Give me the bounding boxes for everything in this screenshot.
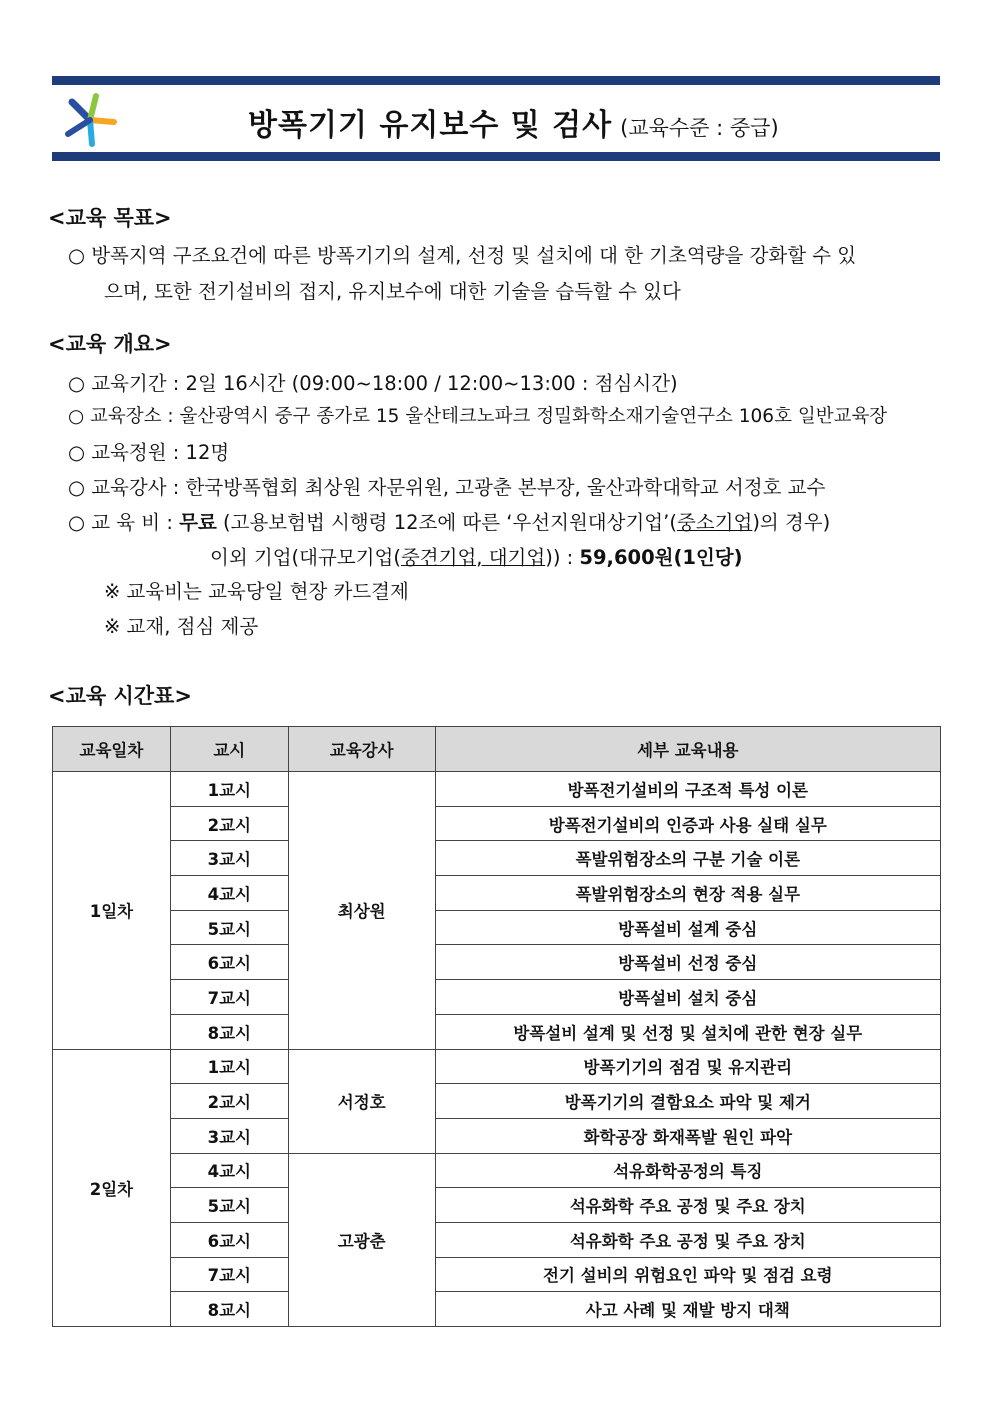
table-row <box>53 1292 941 1327</box>
table-row <box>53 806 941 841</box>
overview-label: 교육기간 : <box>91 372 180 395</box>
overview-item-period <box>68 368 678 396</box>
day-cell: 1일차 <box>53 772 171 1050</box>
goal-text-1: 방폭지역 구조요건에 따른 방폭기기의 설계, 선정 및 설치에 대 한 기초역량을 강화할 수 있 <box>91 244 857 267</box>
content-cell: 방폭전기설비의 인증과 사용 실태 실무 <box>435 806 940 841</box>
table-row <box>53 1118 941 1153</box>
title-area <box>248 100 779 144</box>
overview-item-instructors <box>68 472 825 500</box>
period-cell: 2교시 <box>170 1084 288 1119</box>
period-cell: 2교시 <box>170 806 288 841</box>
content-cell: 방폭설비 설계 중심 <box>435 910 940 945</box>
fee-free: 무료 <box>179 511 217 534</box>
period-cell: 5교시 <box>170 1188 288 1223</box>
bullet-circle: ○ <box>68 406 85 427</box>
document-title: 방폭기기 유지보수 및 검사 <box>248 108 613 143</box>
table-row <box>53 945 941 980</box>
fee-price: 59,600원(1인당) <box>579 546 743 569</box>
overview-label: 교육정원 : <box>91 441 180 464</box>
bullet-circle: ○ <box>68 511 86 534</box>
content-cell: 석유화학 주요 공정 및 주요 장치 <box>435 1188 940 1223</box>
day-cell: 2일차 <box>53 1049 171 1327</box>
goal-text-2: 으며, 또한 전기설비의 접지, 유지보수에 대한 기술을 습득할 수 있다 <box>104 280 681 303</box>
column-header-content: 세부 교육내용 <box>435 727 940 772</box>
overview-value: 2일 16시간 (09:00~18:00 / 12:00~13:00 : 점심시간) <box>185 372 678 395</box>
content-cell: 석유화학공정의 특징 <box>435 1153 940 1188</box>
content-cell: 방폭기기의 결함요소 파악 및 제거 <box>435 1084 940 1119</box>
bullet-circle: ○ <box>68 372 86 395</box>
instructor-cell: 최상원 <box>288 772 435 1050</box>
overview-value: 12명 <box>185 441 230 464</box>
bullet-circle: ○ <box>68 476 86 499</box>
fee-sme: 중소기업 <box>676 511 753 534</box>
overview-value: 한국방폭협회 최상원 자문위원, 고광춘 본부장, 울산과학대학교 서정호 교수 <box>185 476 826 499</box>
overview-label: 교 육 비 : <box>91 511 173 534</box>
period-cell: 7교시 <box>170 1257 288 1292</box>
overview-label: 교육장소 : <box>90 406 174 427</box>
period-cell: 8교시 <box>170 1292 288 1327</box>
column-header-day: 교육일차 <box>53 727 171 772</box>
content-cell: 방폭설비 설치 중심 <box>435 980 940 1015</box>
goal-heading: <교육 목표> <box>48 206 172 230</box>
document-subtitle: (교육수준 : 중급) <box>620 116 779 140</box>
note-text: 교육비는 교육당일 현장 카드결제 <box>126 580 409 603</box>
note-mark: ※ <box>104 580 121 603</box>
period-cell: 3교시 <box>170 841 288 876</box>
period-cell: 5교시 <box>170 910 288 945</box>
schedule-table <box>52 726 941 1327</box>
note-text: 교재, 점심 제공 <box>126 615 259 638</box>
overview-value: 울산광역시 중구 종가로 15 울산테크노파크 정밀화학소재기술연구소 106호 일반교육장 <box>179 406 888 427</box>
period-cell: 6교시 <box>170 1222 288 1257</box>
table-row <box>53 1257 941 1292</box>
note-payment <box>104 576 409 604</box>
table-row <box>53 1188 941 1223</box>
document-header <box>52 76 940 162</box>
note-mark: ※ <box>104 615 121 638</box>
period-cell: 8교시 <box>170 1014 288 1049</box>
period-cell: 1교시 <box>170 772 288 807</box>
period-cell: 3교시 <box>170 1118 288 1153</box>
fee-other-a: 이외 기업(대규모기업( <box>210 546 401 569</box>
content-cell: 폭발위험장소의 구분 기술 이론 <box>435 841 940 876</box>
note-materials <box>104 611 258 639</box>
header-bottom-bar <box>52 152 940 161</box>
overview-heading: <교육 개요> <box>48 332 172 356</box>
content-cell: 방폭전기설비의 구조적 특성 이론 <box>435 772 940 807</box>
content-cell: 방폭설비 설계 및 선정 및 설치에 관한 현장 실무 <box>435 1014 940 1049</box>
table-row <box>53 1153 941 1188</box>
overview-item-fee-other <box>210 542 743 570</box>
fee-free-condition-a: (고용보험법 시행령 12조에 따른 ‘우선지원대상기업’( <box>216 511 677 534</box>
content-cell: 화학공장 화재폭발 원인 파악 <box>435 1118 940 1153</box>
table-row <box>53 1222 941 1257</box>
table-row <box>53 1014 941 1049</box>
overview-item-fee <box>68 507 830 535</box>
period-cell: 4교시 <box>170 1153 288 1188</box>
content-cell: 방폭설비 선정 중심 <box>435 945 940 980</box>
instructor-cell: 고광춘 <box>288 1153 435 1326</box>
bullet-circle: ○ <box>68 441 86 464</box>
bullet-circle: ○ <box>68 244 86 267</box>
fee-other-b: )) : <box>545 546 580 569</box>
table-row <box>53 910 941 945</box>
table-row <box>53 772 941 807</box>
fee-other-underlined: 중견기업, 대기업 <box>400 546 546 569</box>
period-cell: 7교시 <box>170 980 288 1015</box>
period-cell: 4교시 <box>170 876 288 911</box>
table-row <box>53 876 941 911</box>
content-cell: 사고 사례 및 재발 방지 대책 <box>435 1292 940 1327</box>
period-cell: 6교시 <box>170 945 288 980</box>
table-row <box>53 980 941 1015</box>
table-row <box>53 1084 941 1119</box>
instructor-cell: 서정호 <box>288 1049 435 1153</box>
table-header-row <box>53 727 941 772</box>
fee-free-condition-b: )의 경우) <box>752 511 831 534</box>
overview-item-capacity <box>68 437 229 465</box>
table-row <box>53 1049 941 1084</box>
schedule-heading: <교육 시간표> <box>48 684 192 708</box>
column-header-instructor: 교육강사 <box>288 727 435 772</box>
content-cell: 방폭기기의 점검 및 유지관리 <box>435 1049 940 1084</box>
overview-label: 교육강사 : <box>91 476 180 499</box>
column-header-period: 교시 <box>170 727 288 772</box>
content-cell: 석유화학 주요 공정 및 주요 장치 <box>435 1222 940 1257</box>
period-cell: 1교시 <box>170 1049 288 1084</box>
organization-logo-icon <box>60 90 120 150</box>
overview-item-location <box>68 402 887 428</box>
goal-line-1 <box>68 240 856 268</box>
table-row <box>53 841 941 876</box>
header-top-bar <box>52 76 940 85</box>
content-cell: 전기 설비의 위험요인 파악 및 점검 요령 <box>435 1257 940 1292</box>
content-cell: 폭발위험장소의 현장 적용 실무 <box>435 876 940 911</box>
